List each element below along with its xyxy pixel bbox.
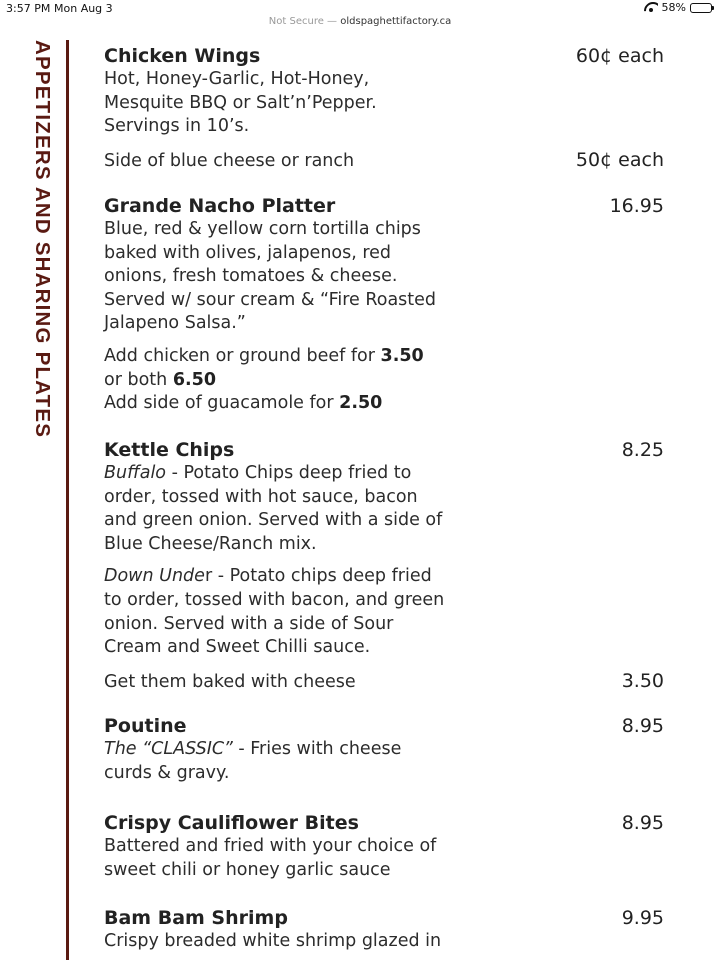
item-addon: Get them baked with cheese [104,671,356,692]
item-description: The “CLASSIC” - Fries with cheese [104,739,402,759]
item-description: Down Under - Potato chips deep fried [104,566,432,587]
wifi-icon [644,2,658,13]
battery-percent: 58% [661,1,686,14]
menu-item-grande-nacho-platter [104,194,664,416]
item-description: Crispy breaded white shrimp glazed in [104,931,442,951]
item-description: Buffalo - Potato Chips deep fried to [104,463,412,483]
item-description: Cream and Sweet Chilli sauce. [104,637,371,658]
item-description: Served w/ sour cream & “Fire Roasted [104,289,437,310]
item-name: Grande Nacho Platter [104,195,336,217]
item-name: Bam Bam Shrimp [104,907,288,929]
menu-item-kettle-chips [104,438,664,694]
item-name: Crispy Cauliflower Bites [104,812,359,834]
item-description: Battered and fried with your choice of [104,836,437,856]
variant-label: Buffalo [104,463,167,483]
item-description: curds & gravy. [104,762,230,783]
item-price: 60¢ each [575,45,664,67]
item-description: baked with olives, jalapenos, red [104,242,392,263]
item-name: Chicken Wings [104,45,261,67]
item-description: Servings in 10’s. [104,116,250,137]
security-label: Not Secure — [268,16,338,27]
item-addon-price: 3.50 [621,669,664,692]
section-title: APPETIZERS AND SHARING PLATES [31,40,54,439]
variant-label: The “CLASSIC” [104,739,233,759]
item-description: onion. Served with a side of Sour [104,613,394,634]
address-bar[interactable] [0,16,720,32]
item-addon: Add chicken or ground beef for 3.50 [104,345,424,366]
item-name: Poutine [104,715,187,737]
item-price: 8.95 [621,812,664,834]
item-price: 9.95 [621,907,664,929]
item-addon: Side of blue cheese or ranch [104,150,355,171]
addon-price: 2.50 [339,393,383,414]
item-addon: Add side of guacamole for 2.50 [104,393,383,414]
battery-icon [690,3,712,13]
addon-price: 3.50 [380,345,424,366]
item-description: order, tossed with hot sauce, bacon [104,486,418,507]
status-time: 3:57 PM [6,2,51,15]
section-divider [66,40,69,960]
item-addon-price: 50¢ each [575,148,664,171]
status-date: Mon Aug 3 [54,2,113,15]
item-price: 8.25 [621,439,664,461]
item-description: Blue, red & yellow corn tortilla chips [104,219,421,239]
item-description: Hot, Honey-Garlic, Hot-Honey, [104,69,370,89]
menu-item-chicken-wings [104,44,664,173]
section-sidebar [26,40,70,960]
url-domain[interactable]: oldspaghettifactory.ca [340,16,452,27]
item-description: onions, fresh tomatoes & cheese. [104,266,398,287]
menu-item-poutine [104,714,664,785]
item-price: 16.95 [609,195,664,217]
item-name: Kettle Chips [104,439,235,461]
variant-label: Down Unde [104,566,205,587]
item-price: 8.95 [621,715,664,737]
item-description: sweet chili or honey garlic sauce [104,859,391,880]
item-description: Blue Cheese/Ranch mix. [104,533,317,554]
menu-item-crispy-cauliflower-bites [104,811,664,882]
status-bar [0,0,720,16]
status-right [644,1,712,14]
item-description: Jalapeno Salsa.” [104,313,246,334]
item-description: to order, tossed with bacon, and green [104,589,445,610]
item-description: Mesquite BBQ or Salt’n’Pepper. [104,92,377,113]
menu-item-bam-bam-shrimp [104,906,664,954]
item-description: and green onion. Served with a side of [104,510,443,531]
addon-price: 6.50 [172,369,216,390]
item-addon: or both 6.50 [104,369,216,390]
